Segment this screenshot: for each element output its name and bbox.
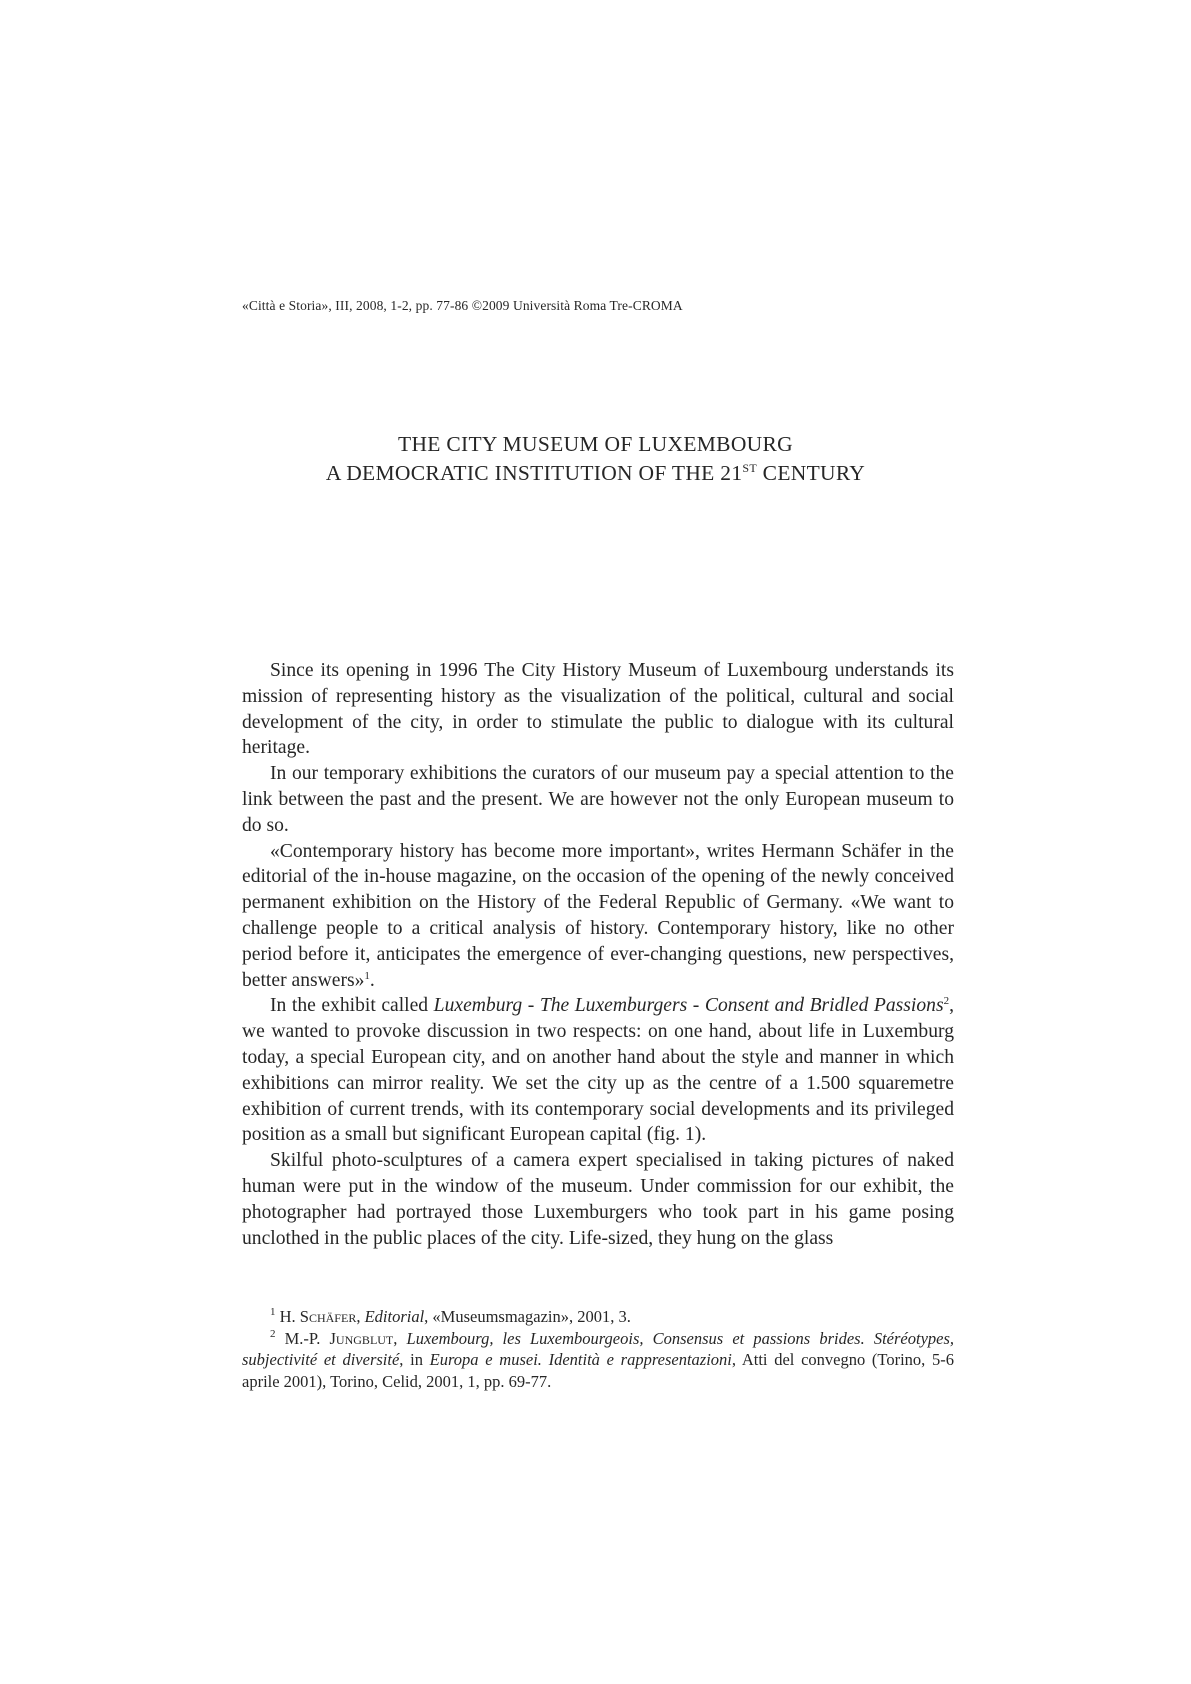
- footnote-2-sep: ,: [393, 1328, 407, 1348]
- paragraph-3-end: .: [369, 969, 375, 991]
- footnote-2: [242, 1328, 954, 1393]
- title-line-2-main: A DEMOCRATIC INSTITUTION OF THE 21: [325, 461, 743, 485]
- article-title: [0, 430, 1191, 488]
- footnote-2-author-initial: M.-P.: [284, 1328, 330, 1348]
- article-body: [242, 658, 954, 1251]
- journal-citation: «Città e Storia», III, 2008, 1-2, pp. 77-86 ©2009 Università Roma Tre-CROMA: [242, 298, 683, 313]
- title-line-2: [0, 459, 1191, 488]
- paragraph-4: [242, 993, 954, 1148]
- footnote-1-author-initial: H.: [279, 1307, 300, 1326]
- footnote-2-number: 2: [270, 1327, 276, 1340]
- paragraph-3-text: «Contemporary history has become more important», writes Hermann Schäfer in the editorial of the in-house magazine, on the occasion of the opening of the newly conceived permanent exhibition on the History of the Federal Republic of Germany. «We want to challenge people to a critical analysis of history. Contemporary history, like no other period before it, anticipates the emergence of ever-changing questions, new perspectives, better answers»: [242, 840, 954, 991]
- paragraph-4-rest: , we wanted to provoke discussion in two respects: on one hand, about life in Luxemburg today, a special European city, and on another hand about the style and manner in which exhibitions can mirror reality. We set the city up as the centre of a 1.500 squaremetre exhibition of current trends, with its contemporary social developments and its privileged position as a small but significant European capital (fig. 1).: [242, 995, 954, 1146]
- footnote-2-book: Europa e musei. Identità e rappresentazioni: [429, 1350, 732, 1369]
- footnote-1-number: 1: [270, 1306, 276, 1318]
- paragraph-3: [242, 839, 954, 994]
- title-line-2-end: CENTURY: [757, 461, 866, 485]
- footnote-ref-1: 1: [364, 969, 370, 982]
- exhibit-title: Luxemburg - The Luxemburgers - Consent and Bridled Passions: [433, 995, 944, 1017]
- footnote-2-in: , in: [399, 1350, 430, 1369]
- footnote-ref-2: 2: [943, 995, 950, 1008]
- footnote-2-title: Luxembourg, les Luxembourgeois, Consensus et passions brides. Stéréotypes, subjectivité et diversité: [242, 1328, 955, 1369]
- paragraph-2: In our temporary exhibitions the curators of our museum pay a special attention to the link between the past and the present. We are however not the only European museum to do so.: [242, 763, 954, 836]
- footnote-2-rest: , Atti del convegno (Torino, 5-6 aprile 2001), Torino, Celid, 2001, 1, pp. 69-77.: [242, 1350, 955, 1391]
- footnote-1-title: Editorial: [364, 1307, 425, 1326]
- footnote-1-sep: ,: [356, 1307, 365, 1326]
- footnote-1-author: Schäfer: [299, 1307, 357, 1326]
- paragraph-4-start: In the exhibit called: [270, 995, 434, 1017]
- footnote-1: [242, 1306, 954, 1328]
- paragraph-1: Since its opening in 1996 The City History Museum of Luxembourg understands its mission of representing history as the visualization of the political, cultural and social development of the city, in order to stimulate the public to dialogue with its cultural heritage.: [242, 660, 954, 759]
- footnote-1-rest: , «Museumsmagazin», 2001, 3.: [424, 1307, 631, 1326]
- paragraph-5: Skilful photo-sculptures of a camera expert specialised in taking pictures of naked human were put in the window of the museum. Under commission for our exhibit, the photographer had portrayed those Luxemburgers who took part in his game posing unclothed in the public places of the city. Life-sized, they hung on the glass: [242, 1150, 954, 1249]
- footnotes: [242, 1306, 954, 1392]
- footnote-2-author: Jungblut: [329, 1328, 394, 1348]
- title-ordinal-superscript: ST: [742, 461, 757, 475]
- title-line-1: THE CITY MUSEUM OF LUXEMBOURG: [398, 432, 793, 456]
